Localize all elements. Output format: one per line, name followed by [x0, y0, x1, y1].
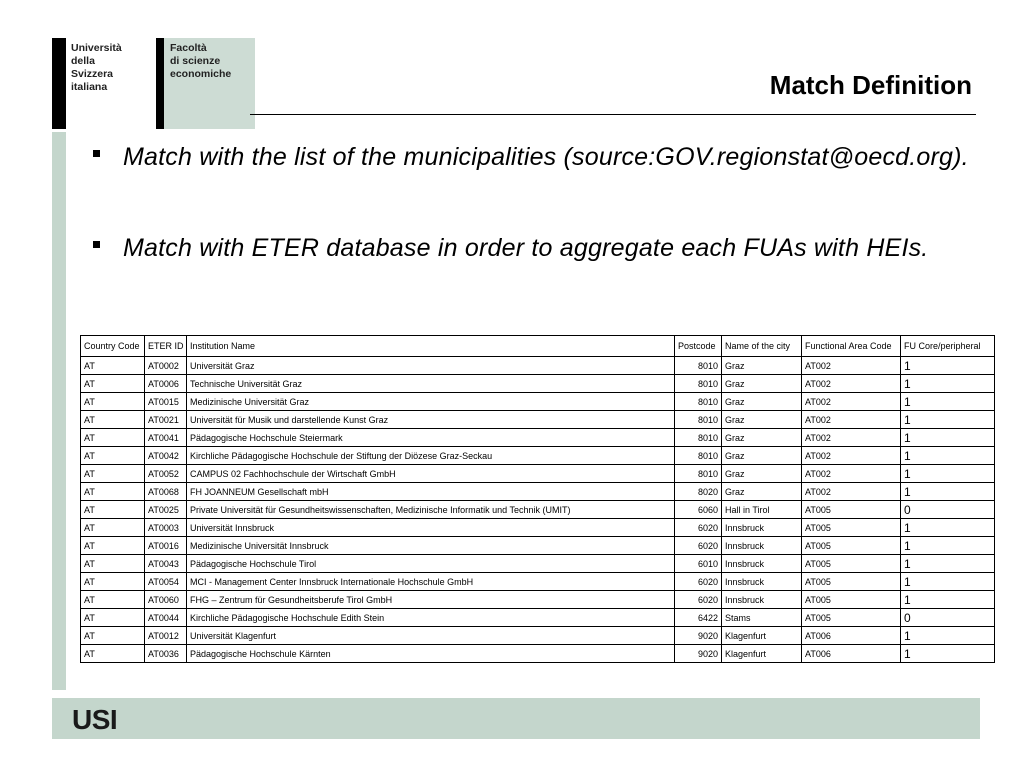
table-row — [81, 375, 995, 393]
usi-logo: USI — [72, 704, 118, 735]
table-cell: AT002 — [802, 465, 901, 483]
table-cell: AT — [81, 555, 145, 573]
table-cell: AT006 — [802, 645, 901, 663]
faculty-name-line: Facoltà — [170, 42, 207, 54]
table-row — [81, 519, 995, 537]
table-cell: AT005 — [802, 591, 901, 609]
table-cell: Kirchliche Pädagogische Hochschule Edith Stein — [187, 609, 675, 627]
table-cell: Graz — [722, 357, 802, 375]
table-cell: AT — [81, 447, 145, 465]
table-cell: AT0012 — [145, 627, 187, 645]
table-cell: AT — [81, 465, 145, 483]
table-cell: Graz — [722, 483, 802, 501]
table-cell: 6020 — [675, 591, 722, 609]
table-cell: Medizinische Universität Graz — [187, 393, 675, 411]
table-cell: AT — [81, 645, 145, 663]
table-cell: AT — [81, 411, 145, 429]
table-cell: Innsbruck — [722, 591, 802, 609]
table-cell: Pädagogische Hochschule Kärnten — [187, 645, 675, 663]
institutions-table — [80, 335, 995, 663]
bullet-square-icon — [93, 150, 100, 157]
table-cell: 0 — [901, 609, 995, 627]
footer-bar — [52, 698, 980, 739]
table-cell: AT0043 — [145, 555, 187, 573]
table-cell: AT0054 — [145, 573, 187, 591]
bullet-square-icon — [93, 241, 100, 248]
table-cell: Universität Graz — [187, 357, 675, 375]
university-name-line: Svizzera — [71, 68, 114, 80]
table-cell: Kirchliche Pädagogische Hochschule der Stiftung der Diözese Graz-Seckau — [187, 447, 675, 465]
table-cell: 6020 — [675, 519, 722, 537]
table-cell: AT — [81, 609, 145, 627]
table-cell: Universität für Musik und darstellende Kunst Graz — [187, 411, 675, 429]
table-cell: 1 — [901, 591, 995, 609]
table-cell: Klagenfurt — [722, 627, 802, 645]
table-cell: AT005 — [802, 537, 901, 555]
table-cell: CAMPUS 02 Fachhochschule der Wirtschaft GmbH — [187, 465, 675, 483]
table-cell: Hall in Tirol — [722, 501, 802, 519]
table-body — [81, 357, 995, 663]
table-cell: Innsbruck — [722, 519, 802, 537]
table-cell: AT0002 — [145, 357, 187, 375]
university-name — [71, 42, 122, 94]
table-cell: AT005 — [802, 609, 901, 627]
table-cell: 8010 — [675, 357, 722, 375]
table-cell: AT — [81, 573, 145, 591]
table-cell: Graz — [722, 411, 802, 429]
column-header: Name of the city — [722, 336, 802, 357]
column-header: Institution Name — [187, 336, 675, 357]
table-cell: AT — [81, 501, 145, 519]
table-row — [81, 465, 995, 483]
column-header: Postcode — [675, 336, 722, 357]
table-cell: 1 — [901, 555, 995, 573]
table-cell: 6422 — [675, 609, 722, 627]
table-cell: 6010 — [675, 555, 722, 573]
table-cell: Innsbruck — [722, 555, 802, 573]
table-cell: Graz — [722, 429, 802, 447]
table-cell: AT0052 — [145, 465, 187, 483]
table-cell: Innsbruck — [722, 573, 802, 591]
table-row — [81, 357, 995, 375]
table-cell: Graz — [722, 393, 802, 411]
table-row — [81, 537, 995, 555]
table-cell: 6020 — [675, 573, 722, 591]
university-name-line: Università — [71, 42, 122, 54]
faculty-name — [170, 42, 231, 81]
logo-black-bar-left — [52, 38, 66, 129]
table-row — [81, 501, 995, 519]
table-cell: AT0006 — [145, 375, 187, 393]
table-cell: Technische Universität Graz — [187, 375, 675, 393]
table-cell: 1 — [901, 357, 995, 375]
table-cell: Graz — [722, 465, 802, 483]
table-cell: AT002 — [802, 447, 901, 465]
table-cell: Pädagogische Hochschule Tirol — [187, 555, 675, 573]
table-cell: 1 — [901, 537, 995, 555]
table-cell: AT0016 — [145, 537, 187, 555]
table-cell: AT0036 — [145, 645, 187, 663]
table-cell: AT0015 — [145, 393, 187, 411]
table-header-row — [81, 336, 995, 357]
table-cell: AT — [81, 537, 145, 555]
table-cell: FHG – Zentrum für Gesundheitsberufe Tirol GmbH — [187, 591, 675, 609]
table-cell: AT0021 — [145, 411, 187, 429]
table-cell: AT — [81, 519, 145, 537]
table-cell: 6060 — [675, 501, 722, 519]
table-cell: AT005 — [802, 573, 901, 591]
table-cell: AT0060 — [145, 591, 187, 609]
bullet-text: Match with the list of the municipalities (source:GOV.regionstat@oecd.org). — [123, 143, 969, 171]
table-cell: 8010 — [675, 447, 722, 465]
table-cell: 8010 — [675, 375, 722, 393]
table-cell: AT002 — [802, 429, 901, 447]
table-cell: Private Universität für Gesundheitswissenschaften, Medizinische Informatik und Technik (UMIT) — [187, 501, 675, 519]
table-cell: AT — [81, 591, 145, 609]
table-cell: Universität Innsbruck — [187, 519, 675, 537]
table-cell: Medizinische Universität Innsbruck — [187, 537, 675, 555]
table-cell: Pädagogische Hochschule Steiermark — [187, 429, 675, 447]
table-cell: 8010 — [675, 411, 722, 429]
faculty-name-line: economiche — [170, 68, 232, 80]
table-cell: 6020 — [675, 537, 722, 555]
table-cell: 1 — [901, 429, 995, 447]
table-cell: AT0044 — [145, 609, 187, 627]
table-cell: AT005 — [802, 555, 901, 573]
table-row — [81, 573, 995, 591]
table-row — [81, 429, 995, 447]
table-cell: AT — [81, 483, 145, 501]
table-cell: AT — [81, 627, 145, 645]
table-cell: AT — [81, 393, 145, 411]
table-cell: AT006 — [802, 627, 901, 645]
table-cell: AT — [81, 375, 145, 393]
table-cell: 8020 — [675, 483, 722, 501]
table-cell: 1 — [901, 375, 995, 393]
table-cell: 8010 — [675, 429, 722, 447]
table-row — [81, 393, 995, 411]
bullet-text: Match with ETER database in order to aggregate each FUAs with HEIs. — [123, 234, 929, 262]
university-name-line: italiana — [71, 81, 108, 93]
table-cell: AT — [81, 357, 145, 375]
table-cell: Klagenfurt — [722, 645, 802, 663]
table-cell: 1 — [901, 483, 995, 501]
table-cell: AT002 — [802, 483, 901, 501]
university-name-line: della — [71, 55, 95, 67]
table-cell: MCI - Management Center Innsbruck Internationale Hochschule GmbH — [187, 573, 675, 591]
table-cell: AT002 — [802, 375, 901, 393]
table-cell: FH JOANNEUM Gesellschaft mbH — [187, 483, 675, 501]
table-cell: 1 — [901, 411, 995, 429]
table-row — [81, 645, 995, 663]
table-cell: Stams — [722, 609, 802, 627]
table-cell: AT002 — [802, 411, 901, 429]
table-cell: Innsbruck — [722, 537, 802, 555]
table-row — [81, 591, 995, 609]
table-cell: AT0025 — [145, 501, 187, 519]
logo-black-bar-right — [156, 38, 164, 129]
table-cell: AT005 — [802, 501, 901, 519]
column-header: FU Core/peripheral — [901, 336, 995, 357]
table-cell: AT0003 — [145, 519, 187, 537]
table-cell: 1 — [901, 519, 995, 537]
table-cell: Graz — [722, 375, 802, 393]
table-row — [81, 483, 995, 501]
table-cell: AT — [81, 429, 145, 447]
table-cell: AT002 — [802, 357, 901, 375]
table-cell: AT0042 — [145, 447, 187, 465]
table-cell: AT0041 — [145, 429, 187, 447]
side-decoration-strip — [52, 132, 66, 690]
table-cell: Universität Klagenfurt — [187, 627, 675, 645]
faculty-name-line: di scienze — [170, 55, 221, 67]
table-row — [81, 447, 995, 465]
table-cell: 1 — [901, 447, 995, 465]
table-cell: 1 — [901, 573, 995, 591]
column-header: Country Code — [81, 336, 145, 357]
table-row — [81, 627, 995, 645]
table-cell: AT002 — [802, 393, 901, 411]
table-cell: 9020 — [675, 645, 722, 663]
table-cell: AT005 — [802, 519, 901, 537]
table-cell: 1 — [901, 465, 995, 483]
table-cell: 1 — [901, 393, 995, 411]
table-cell: 9020 — [675, 627, 722, 645]
column-header: ETER ID — [145, 336, 187, 357]
table-cell: 8010 — [675, 393, 722, 411]
table-row — [81, 609, 995, 627]
column-header: Functional Area Code — [802, 336, 901, 357]
table-cell: 0 — [901, 501, 995, 519]
table-cell: Graz — [722, 447, 802, 465]
table-cell: 8010 — [675, 465, 722, 483]
table-cell: 1 — [901, 627, 995, 645]
title-divider — [250, 114, 976, 115]
table-cell: AT0068 — [145, 483, 187, 501]
table-row — [81, 555, 995, 573]
table-cell: 1 — [901, 645, 995, 663]
slide-title: Match Definition — [769, 70, 972, 100]
table-row — [81, 411, 995, 429]
